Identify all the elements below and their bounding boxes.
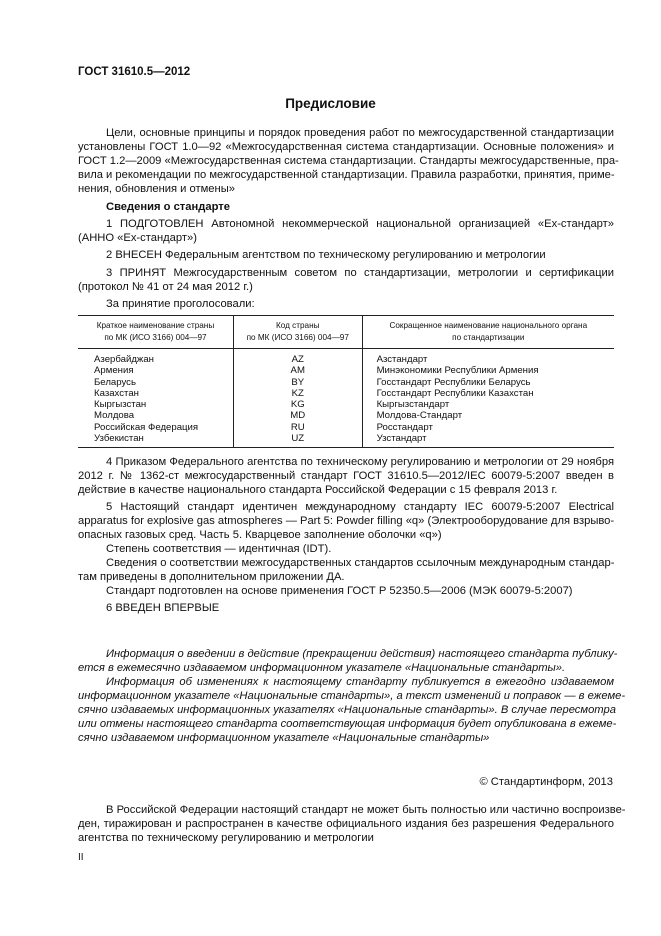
- country-code: MD: [233, 410, 362, 421]
- header-line: Код страны: [275, 321, 320, 330]
- country-code: RU: [233, 422, 362, 433]
- intro-line: вила и рекомендации по межгосударственной стандартизации. Правила разработки, принятия, приме-: [78, 169, 615, 181]
- page-title: Предисловие: [285, 96, 376, 111]
- item-1-line: 1 ПОДГОТОВЛЕН Автономной некоммерческой национальной организацией «Ех-стандарт»: [106, 218, 614, 230]
- country-name: Узбекистан: [78, 433, 233, 448]
- country-code: KG: [233, 399, 362, 410]
- info2-line: сячно издаваемом информационном указателе «Национальные стандарты»: [78, 732, 490, 744]
- table-row: [78, 422, 614, 433]
- item-3-line: 3 ПРИНЯТ Межгосударственным советом по стандартизации, метрологии и сертификации: [106, 267, 614, 279]
- standards-body: Госстандарт Республики Казахстан: [362, 388, 614, 399]
- table-row: [78, 399, 614, 410]
- refs-line: Сведения о соответствии межгосударственных стандартов ссылочным международным стандар-: [106, 557, 615, 569]
- standards-body: Молдова-Стандарт: [362, 410, 614, 421]
- rights-line: В Российской Федерации настоящий стандарт не может быть полностью или частично воспроизве-: [106, 804, 626, 816]
- refs-line: там приведены в дополнительном приложении ДА.: [78, 571, 345, 583]
- item-4-line: 4 Приказом Федерального агентства по техническому регулированию и метрологии от 29 ноября: [106, 456, 614, 468]
- intro-line: нения, обновления и отмены»: [78, 183, 235, 195]
- info2-line: сячно издаваемых информационных указателях «Национальные стандарты». В случае пересмотра: [78, 704, 616, 716]
- info2-line: информационном указателе «Национальные стандарты», а текст изменений и поправок — в ежеме-: [78, 690, 626, 702]
- item-5-line: apparatus for explosive gas atmospheres — Part 5: Powder filling «q» (Электрооборудование для взрыво-: [78, 515, 615, 527]
- country-name: Армения: [94, 365, 134, 377]
- country-name: Казахстан: [94, 387, 139, 399]
- item-5-line: опасных газовых сред. Часть 5. Кварцевое заполнение оболочки «q»): [78, 529, 442, 541]
- info2-line: Информация об изменениях к настоящему стандарту публикуется в ежегодно издаваемом: [106, 676, 614, 688]
- table-header-row: [78, 316, 614, 349]
- section-heading: Сведения о стандарте: [106, 201, 230, 213]
- country-name: Беларусь: [94, 376, 136, 388]
- header-line: по МК (ИСО 3166) 004—97: [104, 333, 207, 342]
- item-6: 6 ВВЕДЕН ВПЕРВЫЕ: [106, 602, 220, 614]
- item-4-line: 2012 г. № 1362-ст межгосударственный стандарт ГОСТ 31610.5—2012/IEC 60079-5:2007 введен в: [78, 470, 614, 482]
- basis-line: Стандарт подготовлен на основе применения ГОСТ Р 52350.5—2006 (МЭК 60079-5:2007): [106, 585, 573, 597]
- item-5-line: 5 Настоящий стандарт идентичен международному стандарту IEC 60079-5:2007 Electrical: [106, 501, 614, 513]
- item-4-line: действие в качестве национального стандарта Российской Федерации с 15 февраля 2013 г.: [78, 484, 558, 496]
- table-row: [78, 433, 614, 448]
- table-header-cell: [78, 316, 233, 349]
- country-code: AM: [233, 365, 362, 376]
- country-code: UZ: [233, 433, 362, 448]
- header-line: по стандартизации: [452, 333, 525, 342]
- info1-line: ется в ежемесячно издаваемом информационном указателе «Национальные стандарты».: [78, 662, 566, 674]
- table-row: [78, 349, 614, 366]
- conformity-line: Степень соответствия — идентичная (IDT).: [106, 543, 332, 555]
- page-number: II: [78, 852, 84, 863]
- country-code: AZ: [233, 349, 362, 366]
- standards-body: Минэкономики Республики Армения: [362, 365, 614, 376]
- country-name: Российская Федерация: [94, 421, 199, 433]
- country-code: BY: [233, 377, 362, 388]
- header-line: Сокращенное наименование национального органа: [389, 321, 588, 330]
- item-1-line: (АННО «Ех-стандарт»): [78, 232, 197, 244]
- countries-table: [78, 315, 614, 448]
- intro-line: установлены ГОСТ 1.0—92 «Межгосударственная система стандартизации. Основные положения» и: [78, 141, 614, 153]
- table-header-cell: [233, 316, 362, 349]
- document-header: ГОСТ 31610.5—2012: [78, 66, 191, 78]
- table-header-cell: [362, 316, 614, 349]
- info1-line: Информация о введении в действие (прекращении действия) настоящего стандарта публику-: [106, 648, 618, 660]
- country-name: Кыргызстан: [94, 399, 147, 411]
- standards-body: Кыргызстандарт: [362, 399, 614, 410]
- table-row: [78, 377, 614, 388]
- rights-line: ден, тиражирован и распространен в качестве официального издания без разрешения Федерального: [78, 818, 614, 830]
- item-2: 2 ВНЕСЕН Федеральным агентством по техническому регулированию и метрологии: [106, 249, 546, 261]
- header-line: по МК (ИСО 3166) 004—97: [246, 333, 349, 342]
- info2-line: или отмены настоящего стандарта соответствующая информация будет опубликована в ежеме-: [78, 718, 617, 730]
- standards-body: Госстандарт Республики Беларусь: [362, 377, 614, 388]
- copyright: © Стандартинформ, 2013: [479, 776, 613, 788]
- standards-body: Узстандарт: [362, 433, 614, 448]
- table-row: [78, 410, 614, 421]
- item-3-line: (протокол № 41 от 24 мая 2012 г.): [78, 281, 253, 293]
- table-row: [78, 365, 614, 376]
- voted-label: За принятие проголосовали:: [106, 298, 255, 310]
- intro-line: Цели, основные принципы и порядок проведения работ по межгосударственной стандартизации: [106, 127, 614, 139]
- standards-body: Азстандарт: [362, 349, 614, 366]
- country-name: Азербайджан: [94, 354, 154, 365]
- header-line: Краткое наименование страны: [96, 321, 215, 330]
- rights-line: агентства по техническому регулированию и метрологии: [78, 832, 374, 844]
- intro-line: ГОСТ 1.2—2009 «Межгосударственная система стандартизации. Стандарты межгосударственные, пра-: [78, 155, 619, 167]
- table-row: [78, 388, 614, 399]
- country-name: Молдова: [94, 410, 135, 422]
- standards-body: Росстандарт: [362, 422, 614, 433]
- country-code: KZ: [233, 388, 362, 399]
